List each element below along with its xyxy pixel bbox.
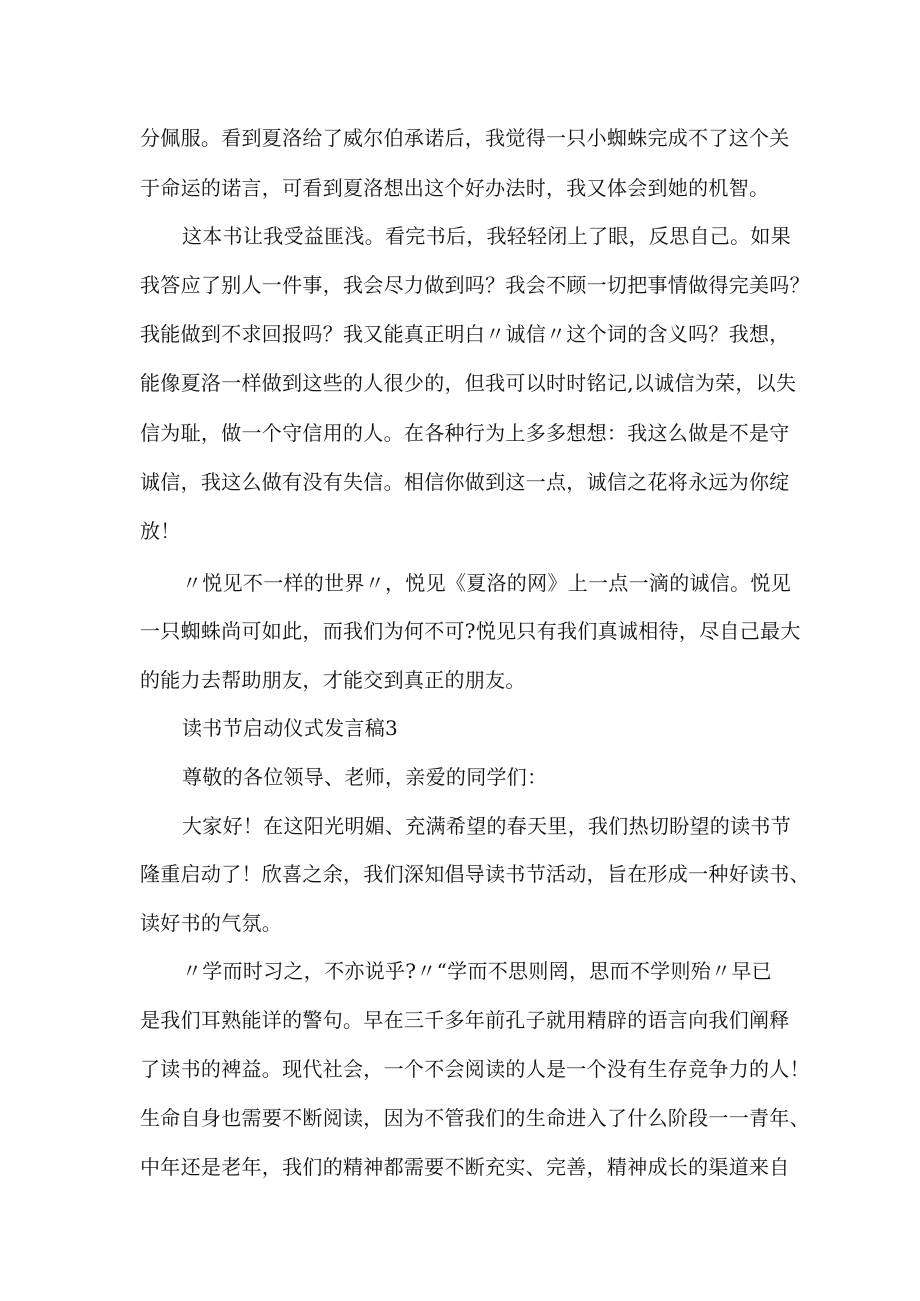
text-line: 我答应了别人一件事，我会尽力做到吗？我会不顾一切把事情做得完美吗？: [140, 273, 810, 297]
paragraph-first-line: 大家好！在这阳光明媚、充满希望的春天里，我们热切盼望的读书节: [182, 814, 791, 838]
text-line: 的能力去帮助朋友，才能交到真正的朋友。: [140, 668, 526, 692]
text-line: 读好书的气氛。: [140, 911, 283, 935]
section-heading: 读书节启动仪式发言稿3: [182, 716, 399, 740]
text-line: 一只蜘蛛尚可如此，而我们为何不可?悦见只有我们真诚相待，尽自己最大: [140, 619, 801, 643]
paragraph-first-line: 〃学而时习之，不亦说乎?〃“学而不思则罔，思而不学则殆〃早已: [182, 959, 772, 983]
text-line: 放！: [140, 519, 181, 543]
text-line: 中年还是老年，我们的精神都需要不断充实、完善，精神成长的渠道来自: [140, 1155, 790, 1179]
text-line: 了读书的裨益。现代社会，一个不会阅读的人是一个没有生存竞争力的人！: [140, 1057, 810, 1081]
text-line: 分佩服。看到夏洛给了威尔伯承诺后，我觉得一只小蜘蛛完成不了这个关: [140, 126, 790, 150]
text-line: 我能做到不求回报吗？我又能真正明白〃诚信〃这个词的含义吗？我想，: [140, 322, 790, 346]
text-line: 隆重启动了！欣喜之余，我们深知倡导读书节活动，旨在形成一种好读书、: [140, 862, 810, 886]
paragraph-first-line: 〃悦见不一样的世界〃，悦见《夏洛的网》上一点一滴的诚信。悦见: [182, 571, 791, 595]
paragraph-first-line: 这本书让我受益匪浅。看完书后，我轻轻闭上了眼，反思自己。如果: [182, 224, 791, 248]
text-line: 诚信，我这么做有没有失信。相信你做到这一点，诚信之花将永远为你绽: [140, 470, 790, 494]
text-line: 是我们耳熟能详的警句。早在三千多年前孔子就用精辟的语言向我们阐释: [140, 1008, 790, 1032]
text-line: 于命运的诺言，可看到夏洛想出这个好办法时，我又体会到她的机智。: [140, 176, 770, 200]
text-line: 信为耻，做一个守信用的人。在各种行为上多多想想：我这么做是不是守: [140, 421, 790, 445]
text-line: 能像夏洛一样做到这些的人很少的，但我可以时时铭记,以诚信为荣，以失: [140, 371, 797, 395]
salutation: 尊敬的各位领导、老师，亲爱的同学们：: [182, 765, 548, 789]
text-line: 生命自身也需要不断阅读，因为不管我们的生命进入了什么阶段一一青年、: [140, 1106, 810, 1130]
